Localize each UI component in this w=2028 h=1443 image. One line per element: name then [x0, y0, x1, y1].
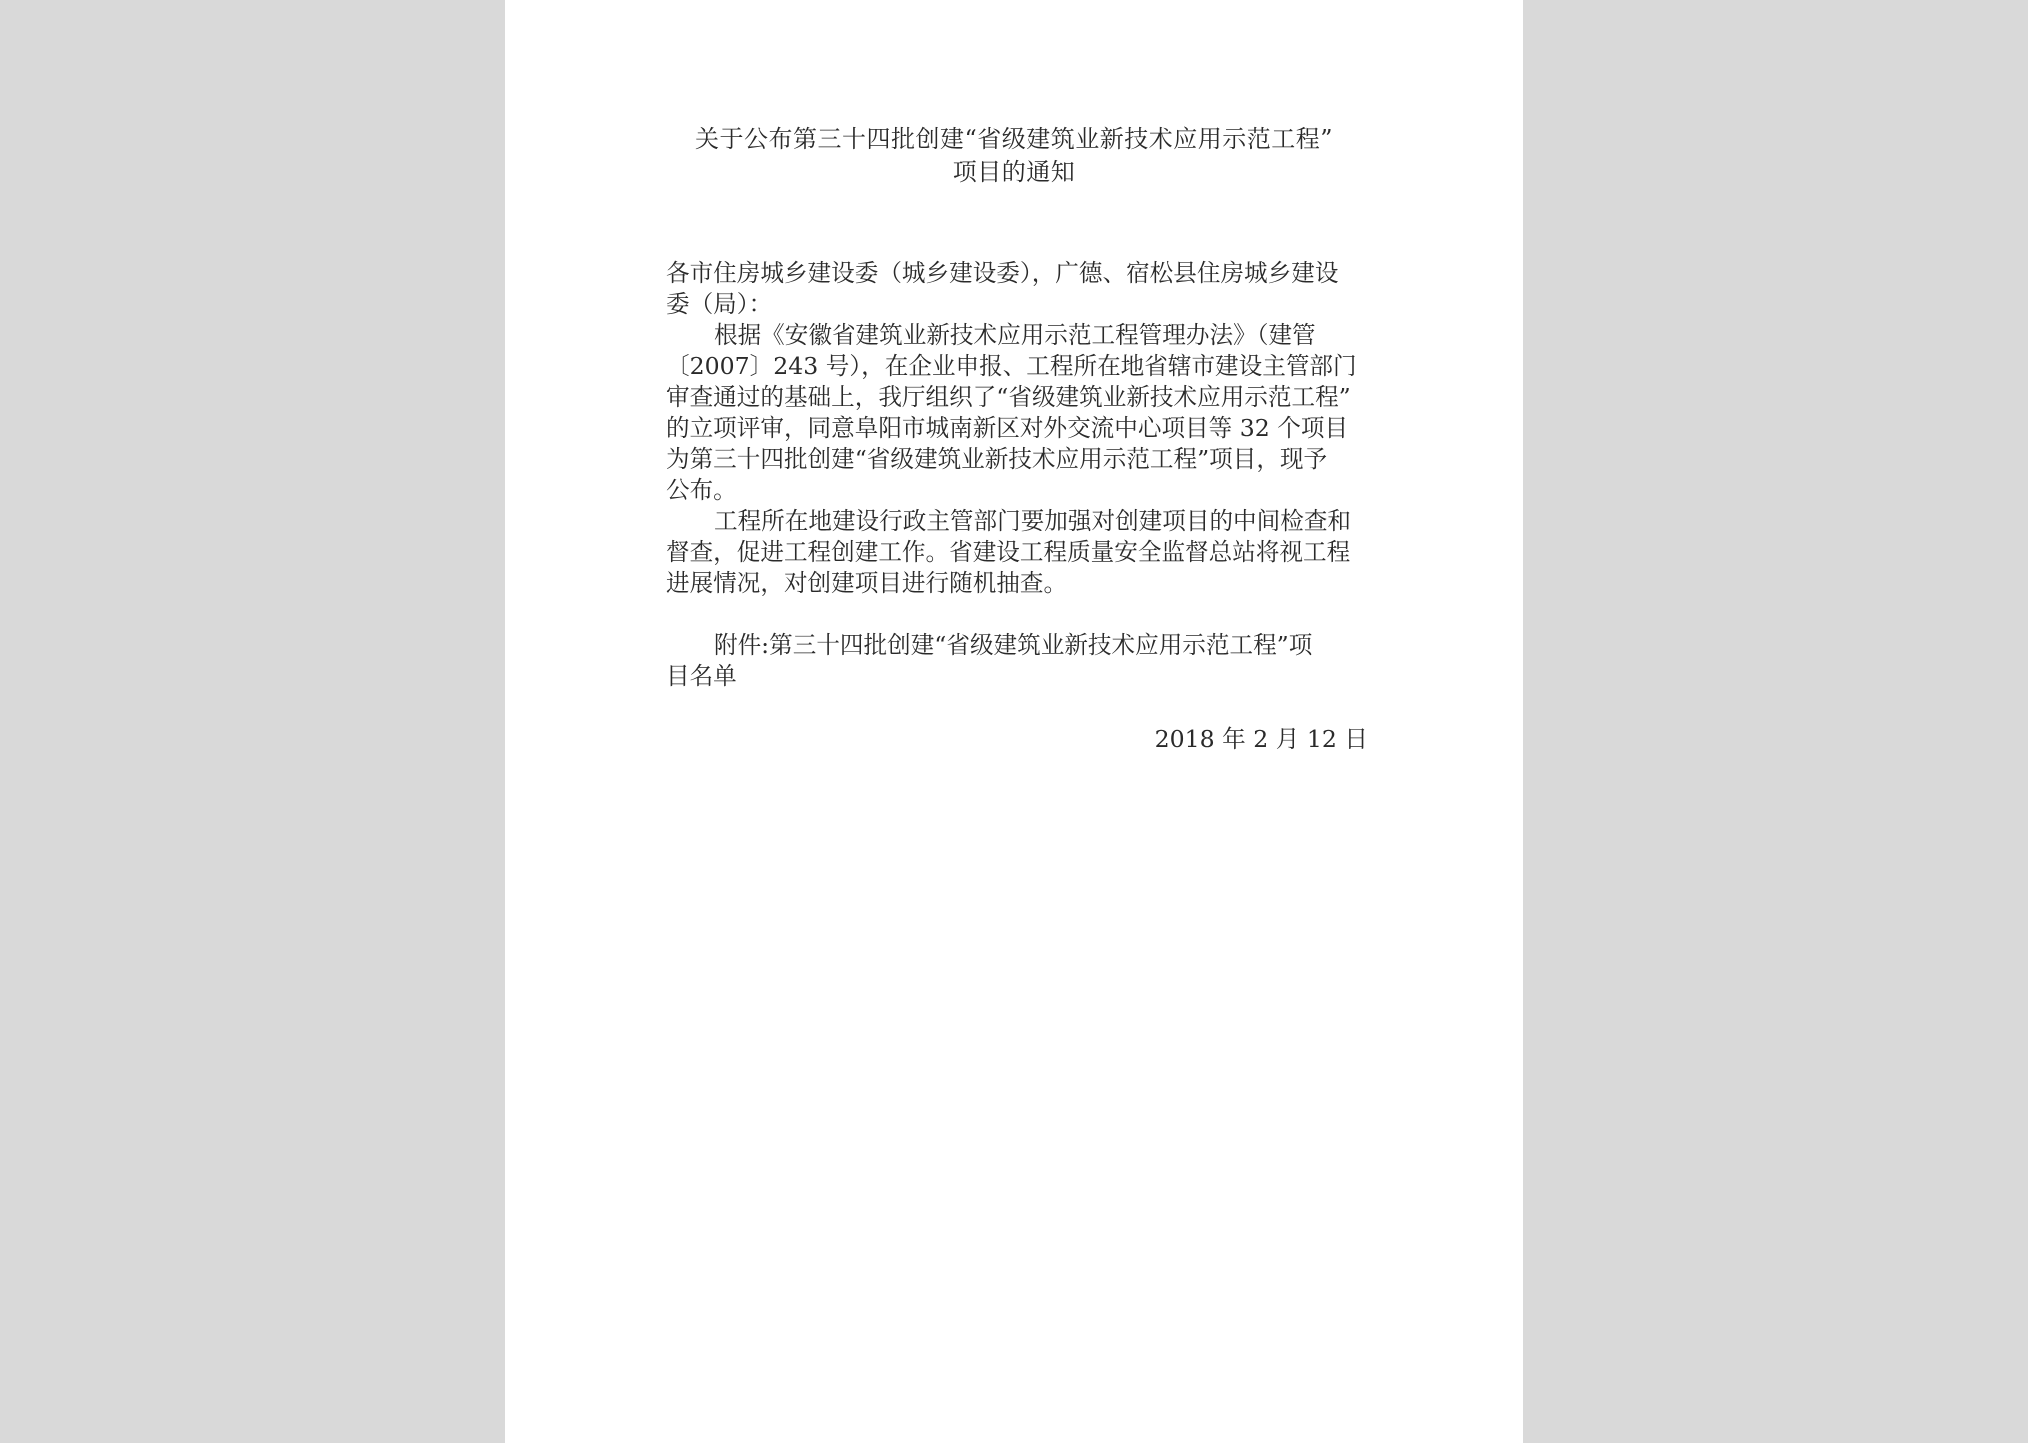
addressee-line-2: 委（局）： [666, 290, 773, 318]
notice-title-line-2: 项目的通知 [952, 158, 1076, 186]
attachment-line: 附件:第三十四批创建“省级建筑业新技术应用示范工程”项 [714, 631, 1313, 659]
paragraph-2-line: 工程所在地建设行政主管部门要加强对创建项目的中间检查和 [714, 507, 1352, 535]
document-page [505, 0, 1523, 1443]
paragraph-1-line: 公布。 [666, 476, 737, 504]
paragraph-2-line: 督查，促进工程创建工作。省建设工程质量安全监督总站将视工程 [666, 538, 1351, 566]
paragraph-1-line: 的立项评审，同意阜阳市城南新区对外交流中心项目等 32 个项目 [666, 414, 1349, 442]
addressee-line-1: 各市住房城乡建设委（城乡建设委），广德、宿松县住房城乡建设 [666, 259, 1339, 287]
paragraph-2-line: 进展情况，对创建项目进行随机抽查。 [666, 569, 1068, 597]
paragraph-1-line: 根据《安徽省建筑业新技术应用示范工程管理办法》（建管 [714, 321, 1316, 349]
attachment-line: 目名单 [666, 662, 737, 690]
paragraph-1-line: 审查通过的基础上，我厅组织了“省级建筑业新技术应用示范工程” [666, 383, 1351, 411]
notice-title-line-1: 关于公布第三十四批创建“省级建筑业新技术应用示范工程” [694, 125, 1334, 153]
issue-date: 2018 年 2 月 12 日 [1154, 725, 1368, 753]
paragraph-1-line: 为第三十四批创建“省级建筑业新技术应用示范工程”项目，现予 [666, 445, 1328, 473]
paragraph-1-line: 〔2007〕243 号），在企业申报、工程所在地省辖市建设主管部门 [666, 352, 1357, 380]
